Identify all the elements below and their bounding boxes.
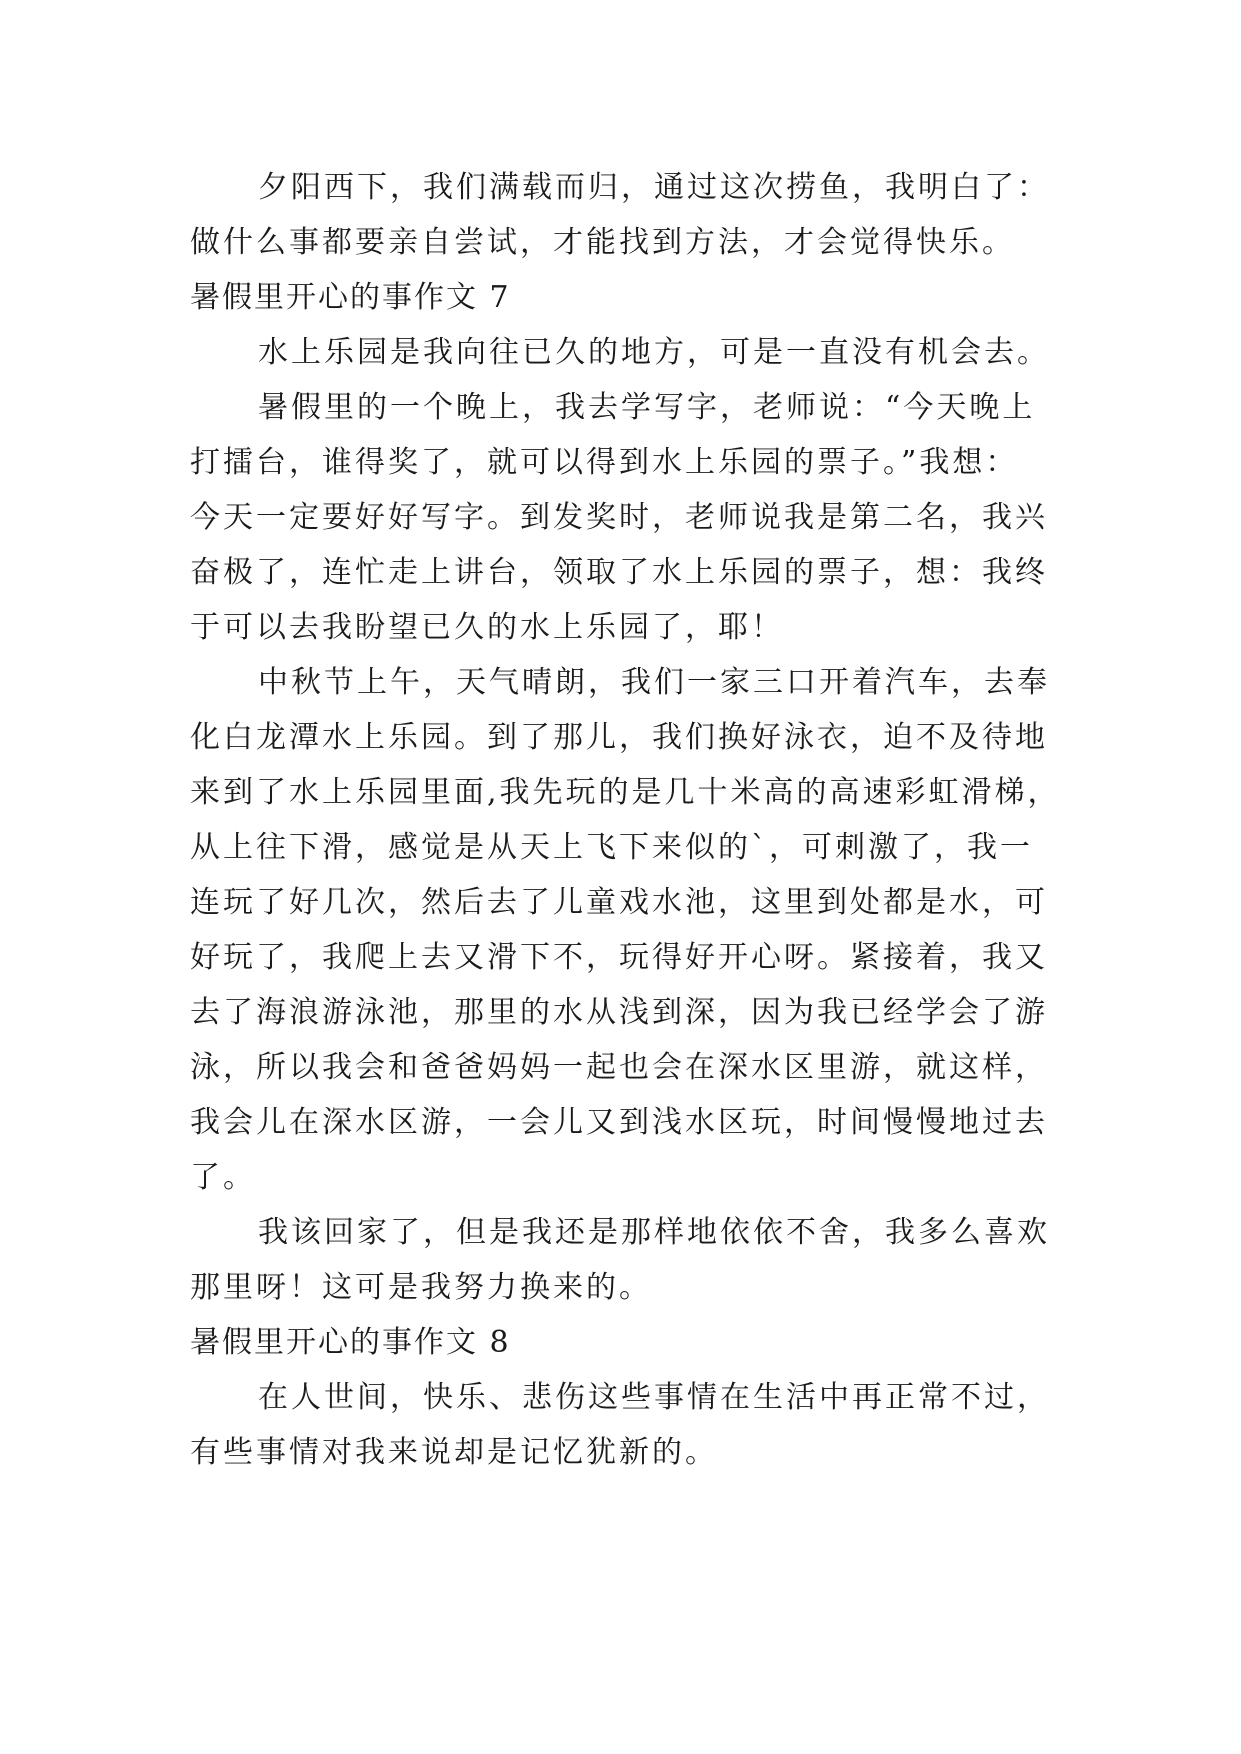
text-line: 做什么事都要亲自尝试，才能找到方法，才会觉得快乐。 <box>190 225 1015 260</box>
text-line: 那里呀！这可是我努力换来的。 <box>190 1270 652 1305</box>
text-line: 连玩了好几次，然后去了儿童戏水池，这里到处都是水，可 <box>190 885 1048 920</box>
text-line: 奋极了，连忙走上讲台，领取了水上乐园的票子，想：我终 <box>190 555 1048 590</box>
text-line: 暑假里的一个晚上，我去学写字，老师说：“今天晚上 <box>258 390 1036 425</box>
text-line: 了。 <box>190 1160 256 1195</box>
text-line: 夕阳西下，我们满载而归，通过这次捞鱼，我明白了： <box>258 170 1050 205</box>
text-line: 今天一定要好好写字。到发奖时，老师说我是第二名，我兴 <box>190 500 1048 535</box>
text-line: 我会儿在深水区游，一会儿又到浅水区玩，时间慢慢地过去 <box>190 1105 1048 1140</box>
text-line: 泳，所以我会和爸爸妈妈一起也会在深水区里游，就这样， <box>190 1050 1048 1085</box>
section-heading: 暑假里开心的事作文 7 <box>190 280 511 315</box>
text-line: 在人世间，快乐、悲伤这些事情在生活中再正常不过， <box>258 1380 1050 1415</box>
text-line: 去了海浪游泳池，那里的水从浅到深，因为我已经学会了游 <box>190 995 1048 1030</box>
text-line: 化白龙潭水上乐园。到了那儿，我们换好泳衣，迫不及待地 <box>190 720 1048 755</box>
text-line: 来到了水上乐园里面,我先玩的是几十米高的高速彩虹滑梯， <box>190 775 1061 810</box>
text-line: 我该回家了，但是我还是那样地依依不舍，我多么喜欢 <box>258 1215 1050 1250</box>
text-line: 打擂台，谁得奖了，就可以得到水上乐园的票子。”我想： <box>190 445 1019 480</box>
text-line: 有些事情对我来说却是记忆犹新的。 <box>190 1435 718 1470</box>
text-line: 于可以去我盼望已久的水上乐园了，耶！ <box>190 610 784 645</box>
text-line: 水上乐园是我向往已久的地方，可是一直没有机会去。 <box>258 335 1050 370</box>
text-line: 好玩了，我爬上去又滑下不，玩得好开心呀。紧接着，我又 <box>190 940 1048 975</box>
section-heading: 暑假里开心的事作文 8 <box>190 1325 511 1360</box>
document-body <box>190 160 1070 1480</box>
text-line: 从上往下滑，感觉是从天上飞下来似的`，可刺激了，我一 <box>190 830 1033 865</box>
text-line: 中秋节上午，天气晴朗，我们一家三口开着汽车，去奉 <box>258 665 1050 700</box>
